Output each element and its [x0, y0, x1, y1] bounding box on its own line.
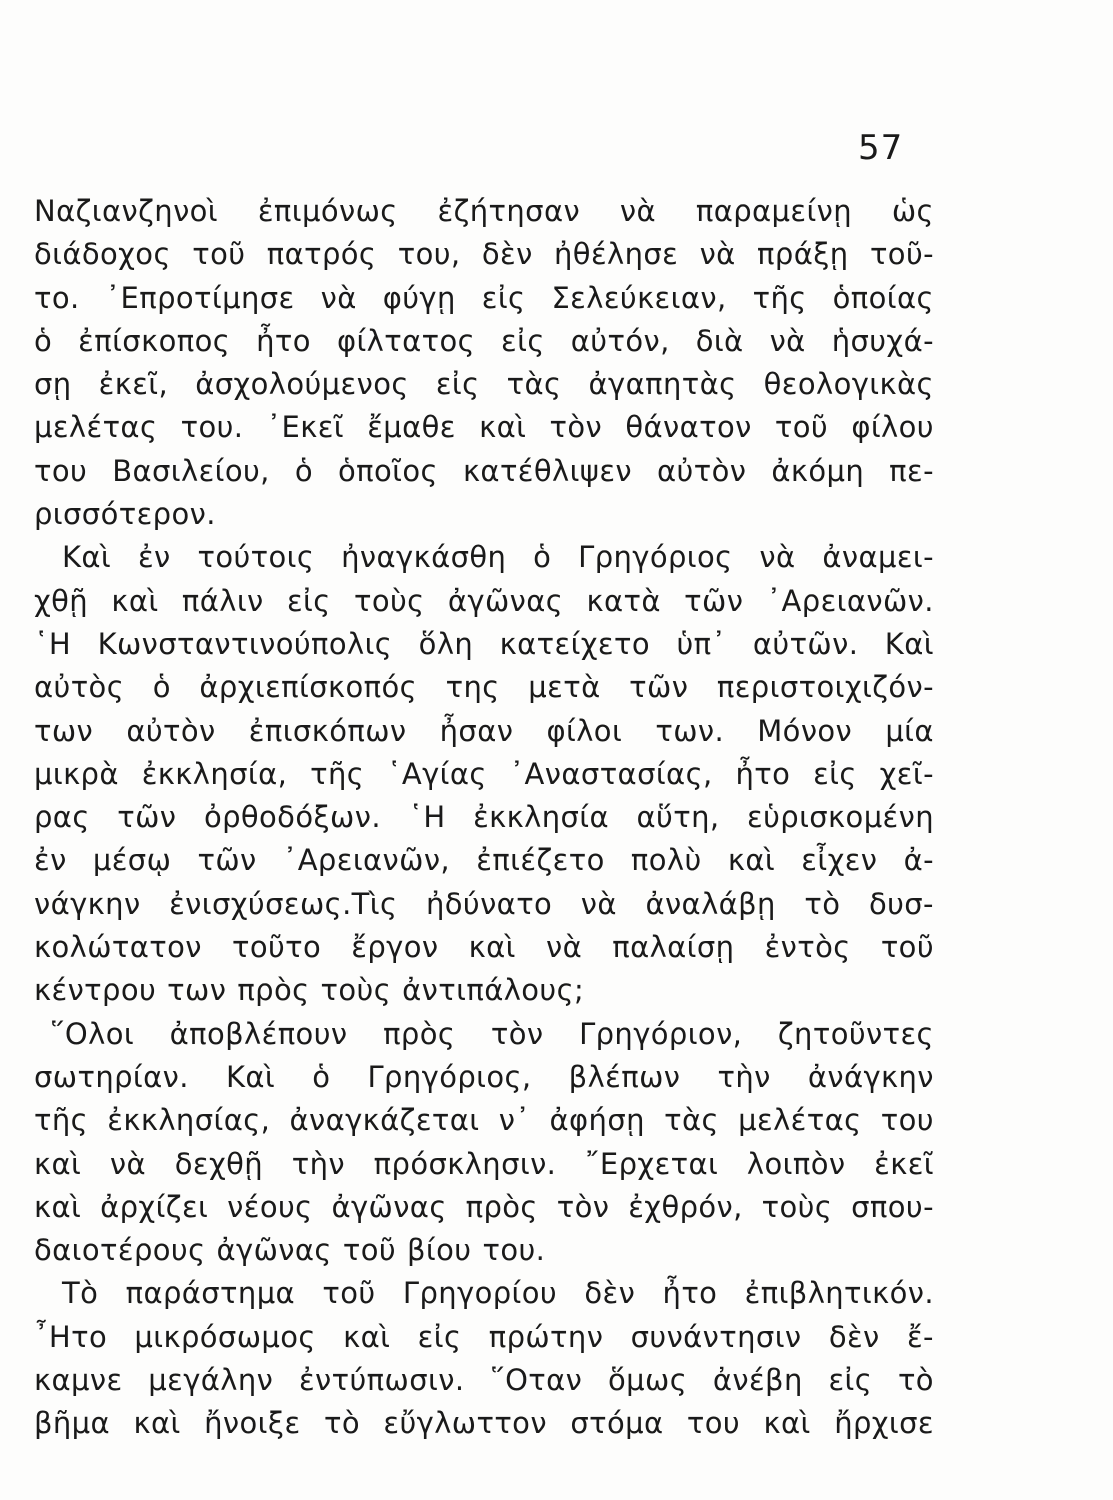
word: κολώτατον	[34, 930, 202, 965]
word: ἀγῶνας	[216, 1233, 332, 1268]
word: καὶ	[133, 1406, 181, 1441]
word: των	[34, 713, 94, 748]
word: πατρός	[266, 237, 377, 272]
text-line	[34, 1099, 934, 1142]
word: χθῇ	[34, 583, 89, 618]
word: σωτηρίαν.	[34, 1059, 189, 1094]
word: ὅμως	[608, 1363, 688, 1398]
word: τοὺς	[761, 1189, 833, 1224]
text-line	[34, 1272, 934, 1315]
word: ἀναγκάζεται	[289, 1103, 480, 1138]
word: ἀνάγκην	[807, 1059, 934, 1094]
word: τὸ	[323, 1406, 360, 1441]
word: Κωνσταντινούπολις	[97, 626, 393, 661]
word: του	[880, 1103, 934, 1138]
word: ἐπιβλητικόν.	[744, 1276, 934, 1311]
word: Γρηγόριον,	[579, 1016, 743, 1051]
word: αὐτὸς	[34, 670, 125, 705]
word: της	[445, 670, 500, 705]
word: ἐκκλησίας,	[107, 1103, 271, 1138]
word: ἐπιέζετο	[476, 843, 605, 878]
text-line	[34, 926, 934, 969]
text-line	[34, 666, 934, 709]
word: ἀγῶνας	[447, 583, 564, 618]
word: Μόνον	[757, 713, 853, 748]
word: φύγῃ	[382, 280, 456, 315]
word: βλέπων	[568, 1059, 681, 1094]
word: ἐν	[34, 843, 67, 878]
word: ὁποίας	[832, 280, 934, 315]
word: εἰς	[417, 1319, 462, 1354]
word: αὐτόν,	[570, 323, 670, 358]
word: καὶ	[111, 583, 159, 618]
text-line	[34, 233, 934, 276]
word: ἠθέλησε	[554, 237, 679, 272]
text-line	[34, 450, 934, 493]
word: του.	[180, 410, 244, 445]
word: τὸ	[897, 1363, 934, 1398]
word: καὶ	[479, 410, 527, 445]
word: μικρὰ	[34, 756, 119, 791]
word: νὰ	[109, 1146, 147, 1181]
word: τοῦ	[880, 930, 934, 965]
word: τούτοις	[197, 540, 315, 575]
word: καὶ	[468, 930, 516, 965]
word: Γρηγόριος	[578, 540, 733, 575]
word: καὶ	[343, 1319, 391, 1354]
word: τὸ	[804, 886, 841, 921]
text-line	[34, 1359, 934, 1402]
word: ὁ	[533, 540, 552, 575]
word: τὴν	[291, 1146, 345, 1181]
word: παράστημα	[125, 1276, 296, 1311]
word: εἰς	[435, 367, 480, 402]
word: τῶν	[629, 670, 689, 705]
word: του.	[482, 1233, 546, 1268]
text-line	[34, 1229, 934, 1272]
word: ῞Ολοι	[50, 1016, 135, 1051]
word: ὀρθοδόξων.	[203, 800, 381, 835]
word: ῞Οταν	[490, 1363, 583, 1398]
word: νὰ	[619, 194, 657, 228]
word: θεολογικὰς	[763, 367, 934, 402]
word: μικρόσωμος	[134, 1319, 316, 1354]
word: ὁ	[34, 323, 53, 358]
word: ἐζήτησαν	[437, 194, 581, 228]
text-line	[34, 1056, 934, 1099]
word: μία	[885, 713, 934, 748]
word: τοῦ	[774, 410, 829, 445]
word: ᾽Αρειανῶν.	[766, 583, 934, 618]
word: ἐκκλησία	[473, 800, 609, 835]
word: τὸν	[556, 1189, 610, 1224]
word: καὶ	[763, 1406, 811, 1441]
word: καὶ	[34, 1146, 82, 1181]
text-line	[34, 623, 934, 666]
text-line	[34, 363, 934, 406]
word: ἠναγκάσθη	[341, 540, 507, 575]
word: ἦσαν	[439, 713, 514, 748]
text-line	[34, 1316, 934, 1359]
word: ἐπισκόπων	[248, 713, 407, 748]
word: αὐτὸν	[657, 453, 747, 488]
text-line	[34, 1186, 934, 1229]
word: πρὸς	[237, 973, 310, 1008]
word: του	[686, 1406, 741, 1441]
word: μέσῳ	[92, 843, 172, 878]
word: ἐντύπωσιν.	[298, 1363, 465, 1398]
word: χεῖ-	[879, 756, 934, 791]
word: βίου	[407, 1233, 472, 1268]
word: κατείχετο	[499, 626, 651, 661]
word: ἀρχιεπίσκοπός	[199, 670, 418, 705]
word: παραμείνῃ	[695, 194, 853, 228]
text-line	[34, 406, 934, 449]
word: τὰς	[664, 1103, 719, 1138]
word: δὲν	[481, 237, 533, 272]
word: εὔγλωττον	[383, 1406, 547, 1441]
word: ᾽Επροτίμησε	[105, 280, 295, 315]
word: ὁ	[152, 670, 171, 705]
word: τῶν	[197, 843, 257, 878]
text-line	[34, 1143, 934, 1186]
word: διὰ	[695, 323, 744, 358]
word: τὸν	[549, 410, 603, 445]
word: βῆμα	[34, 1406, 111, 1441]
word: δὲν	[584, 1276, 636, 1311]
word: εἰς	[286, 583, 331, 618]
word: ἦτο	[256, 323, 311, 358]
word: θάνατον	[625, 410, 752, 445]
word: ἐπιμόνως	[257, 194, 398, 228]
page-number: 57	[858, 128, 904, 168]
word: δὲν	[828, 1319, 880, 1354]
word: μετὰ	[528, 670, 601, 705]
word: ὡς	[891, 194, 934, 228]
word: νὰ	[759, 540, 796, 575]
word: ἐν	[137, 540, 171, 575]
word: τῶν	[684, 583, 744, 618]
word: μελέτας	[738, 1103, 862, 1138]
word: τὴν	[717, 1059, 771, 1094]
word: ῾Αγίας	[386, 756, 487, 791]
body-text	[34, 190, 934, 1446]
word: τῆς	[752, 280, 807, 315]
word: Ναζιανζηνοὶ	[34, 194, 219, 228]
text-line	[34, 190, 934, 233]
text-line	[34, 710, 934, 753]
word: τὸν	[490, 1016, 544, 1051]
text-line	[34, 320, 934, 363]
word: συνάντησιν	[630, 1319, 802, 1354]
word: στόμα	[570, 1406, 664, 1441]
word: διάδοχος	[34, 237, 171, 272]
word: τοὺς	[353, 583, 425, 618]
word: τοὺς	[320, 973, 392, 1008]
word: λοιπὸν	[746, 1146, 846, 1181]
word: ῾Η	[408, 800, 446, 835]
word: ἔργον	[351, 930, 439, 965]
word: εἰς	[501, 323, 545, 358]
word: ὑπ᾽	[676, 626, 727, 661]
word: ᾽Εκεῖ	[266, 410, 344, 445]
text-line	[34, 536, 934, 579]
word: νὰ	[545, 930, 583, 965]
word: ἐνισχύσεως.Τὶς	[169, 886, 398, 921]
word: φίλτατος	[336, 323, 476, 358]
text-line	[34, 1402, 934, 1445]
word: εὑρισκομένη	[747, 800, 934, 835]
word: ἦτο	[662, 1276, 718, 1311]
word: πρὸς	[383, 1016, 456, 1051]
text-line	[34, 1013, 934, 1056]
word: ῎Ερχεται	[584, 1146, 719, 1181]
text-line	[34, 753, 934, 796]
word: νὰ	[699, 237, 736, 272]
word: πρόσκλησιν.	[373, 1146, 557, 1181]
word: σῃ	[34, 367, 72, 402]
word: πε-	[889, 453, 934, 488]
word: ἀναμει-	[822, 540, 934, 575]
word: μεγάλην	[148, 1363, 274, 1398]
word: ἀφήσῃ	[549, 1103, 645, 1138]
text-line	[34, 277, 934, 320]
word: νέους	[227, 1189, 313, 1224]
word: τοῦ	[192, 237, 246, 272]
word: ᾽Αρειανῶν,	[282, 843, 451, 878]
word: μελέτας	[34, 410, 158, 445]
word: κατέθλιψεν	[462, 453, 633, 488]
word: ἐκεῖ	[874, 1146, 934, 1181]
word: νάγκην	[34, 886, 141, 921]
text-line	[34, 969, 934, 1012]
word: νὰ	[769, 323, 806, 358]
word: τοῦ	[322, 1276, 376, 1311]
word: ἐχθρόν,	[628, 1189, 743, 1224]
word: πράξῃ	[757, 237, 849, 272]
word: Σελεύκειαν,	[551, 280, 727, 315]
word: δαιοτέρους	[34, 1233, 206, 1268]
word: ρισσότερον.	[34, 497, 216, 532]
word: κατὰ	[586, 583, 661, 618]
word: αὐτῶν.	[752, 626, 859, 661]
word: τὰς	[506, 367, 562, 402]
word: ἤρχισε	[834, 1406, 934, 1441]
word: κέντρου	[34, 973, 157, 1008]
word: εἰς	[481, 280, 526, 315]
word: ἀγαπητὰς	[588, 367, 737, 402]
text-line	[34, 839, 934, 882]
word: ἐκεῖ,	[98, 367, 169, 402]
word: εἰς	[828, 1363, 873, 1398]
word: τοῦ	[342, 1233, 397, 1268]
word: ἀντιπάλους;	[402, 973, 585, 1008]
word: παλαίσῃ	[612, 930, 735, 965]
word: Καὶ	[62, 540, 112, 575]
word: ἐκκλησία,	[141, 756, 288, 791]
word: ῏Ητο	[34, 1319, 108, 1354]
word: Καὶ	[884, 626, 934, 661]
word: αὐτὸν	[126, 713, 216, 748]
word: ἔμαθε	[367, 410, 456, 445]
word: ἀρχίζει	[100, 1189, 209, 1224]
word: των	[167, 973, 227, 1008]
word: Γρηγορίου	[402, 1276, 558, 1311]
text-line	[34, 883, 934, 926]
word: ἐντὸς	[764, 930, 851, 965]
word: καὶ	[727, 843, 776, 878]
word: ἔ-	[906, 1319, 934, 1354]
word: ἀκόμη	[771, 453, 865, 488]
word: ἠδύνατο	[425, 886, 553, 921]
text-line	[34, 493, 934, 536]
word: δυσ-	[868, 886, 934, 921]
word: των.	[655, 713, 725, 748]
word: τῶν	[117, 800, 177, 835]
word: του,	[397, 237, 461, 272]
word: ρας	[34, 800, 90, 835]
word: πάλιν	[181, 583, 264, 618]
word: ᾽Αναστασίας,	[509, 756, 713, 791]
word: εἶχεν	[801, 843, 878, 878]
word: ζητοῦντες	[777, 1016, 934, 1051]
word: ὁ	[294, 453, 313, 488]
word: ἀποβλέπουν	[169, 1016, 348, 1051]
text-line	[34, 580, 934, 623]
word: Βασιλείου,	[112, 453, 270, 488]
word: φίλοι	[546, 713, 623, 748]
text-line	[34, 796, 934, 839]
word: περιστοιχιζόν-	[716, 670, 934, 705]
word: ἀγῶνας	[331, 1189, 447, 1224]
word: πρώτην	[488, 1319, 604, 1354]
word: Γρηγόριος,	[367, 1059, 532, 1094]
word: τοῦ-	[869, 237, 934, 272]
word: αὕτη,	[636, 800, 720, 835]
word: Καὶ	[225, 1059, 276, 1094]
word: τοῦτο	[231, 930, 322, 965]
word: ὅλη	[418, 626, 474, 661]
word: πολὺ	[630, 843, 702, 878]
word: ὁ	[312, 1059, 331, 1094]
word: σπου-	[851, 1189, 934, 1224]
word: ἤνοιξε	[204, 1406, 301, 1441]
word: ἀναλάβῃ	[645, 886, 776, 921]
word: ἀνέβη	[712, 1363, 803, 1398]
word: εἰς	[813, 756, 857, 791]
word: ν᾽	[498, 1103, 531, 1138]
word: του	[34, 453, 88, 488]
word: καὶ	[34, 1189, 82, 1224]
word: πρὸς	[465, 1189, 538, 1224]
word: φίλου	[851, 410, 934, 445]
word: νὰ	[320, 280, 357, 315]
word: ἐπίσκοπος	[78, 323, 231, 358]
word: νὰ	[580, 886, 617, 921]
word: ἡσυχά-	[831, 323, 934, 358]
word: ἀ-	[903, 843, 934, 878]
word: ὁποῖος	[338, 453, 438, 488]
word: ῾Η	[34, 626, 72, 661]
word: καμνε	[34, 1363, 123, 1398]
word: το.	[34, 280, 80, 315]
word: ἦτο	[735, 756, 791, 791]
word: Τὸ	[62, 1276, 99, 1311]
word: τῆς	[310, 756, 365, 791]
word: ἀσχολούμενος	[195, 367, 409, 402]
word: τῆς	[34, 1103, 89, 1138]
word: δεχθῇ	[174, 1146, 264, 1181]
